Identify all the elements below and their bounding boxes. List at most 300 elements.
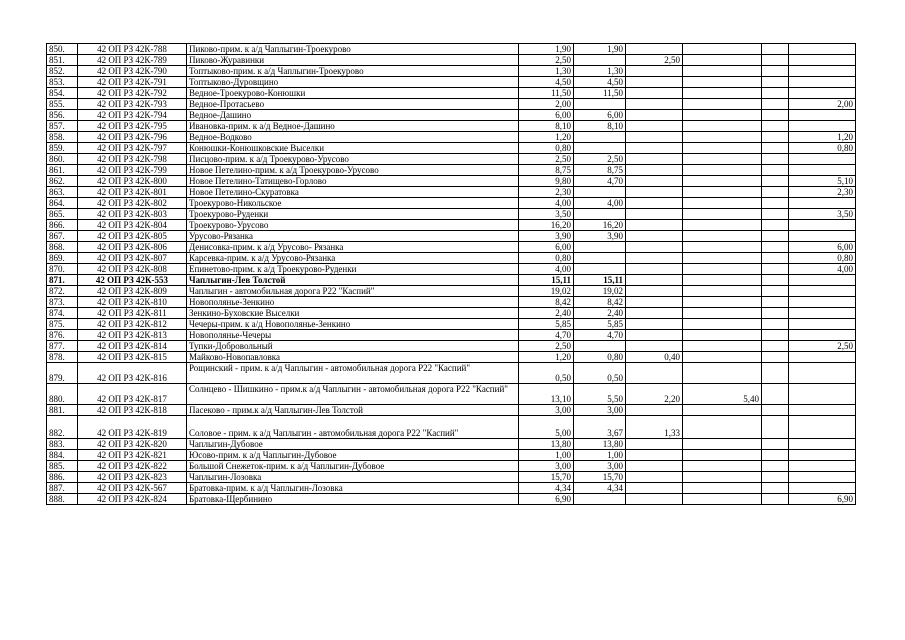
length-col-3-cell: 1,33 xyxy=(626,416,683,439)
length-col-5-cell xyxy=(762,77,789,88)
length-col-5-cell xyxy=(762,363,789,384)
total-length-cell: 3,00 xyxy=(519,461,574,472)
row-number-cell: 869. xyxy=(47,253,78,264)
total-length-cell: 6,00 xyxy=(519,242,574,253)
row-number-cell: 863. xyxy=(47,187,78,198)
length-col-6-cell xyxy=(789,363,856,384)
length-col-5-cell xyxy=(762,286,789,297)
length-col-4-cell xyxy=(683,110,762,121)
length-col-4-cell xyxy=(683,472,762,483)
table-row xyxy=(47,384,856,405)
road-name-cell: Новое Петелино-Скуратовка xyxy=(187,187,519,198)
total-length-cell: 8,10 xyxy=(519,121,574,132)
length-col-4-cell xyxy=(683,494,762,505)
length-col-3-cell xyxy=(626,187,683,198)
length-col-3-cell: 0,40 xyxy=(626,352,683,363)
length-col-4-cell xyxy=(683,187,762,198)
total-length-cell: 1,00 xyxy=(519,450,574,461)
row-number-cell: 857. xyxy=(47,121,78,132)
road-name-cell: Братовка-прим. к а/д Чаплыгин-Лозовка xyxy=(187,483,519,494)
length-col-3-cell xyxy=(626,319,683,330)
length-col-5-cell xyxy=(762,330,789,341)
road-name-cell: Тупки-Добровольный xyxy=(187,341,519,352)
road-name-cell: Епинетово-прим. к а/д Троекурово-Руденки xyxy=(187,264,519,275)
length-col-2-cell: 4,70 xyxy=(574,330,626,341)
total-length-cell: 0,80 xyxy=(519,253,574,264)
total-length-cell: 6,00 xyxy=(519,110,574,121)
table-row xyxy=(47,352,856,363)
total-length-cell: 2,50 xyxy=(519,341,574,352)
road-name-cell: Юсово-прим. к а/д Чаплыгин-Дубовое xyxy=(187,450,519,461)
length-col-2-cell: 4,00 xyxy=(574,198,626,209)
table-row xyxy=(47,483,856,494)
length-col-2-cell xyxy=(574,99,626,110)
road-code-cell: 42 ОП РЗ 42К-789 xyxy=(78,55,187,66)
length-col-5-cell xyxy=(762,99,789,110)
length-col-4-cell xyxy=(683,286,762,297)
length-col-3-cell xyxy=(626,176,683,187)
length-col-5-cell xyxy=(762,405,789,416)
total-length-cell: 4,50 xyxy=(519,77,574,88)
length-col-2-cell xyxy=(574,209,626,220)
length-col-4-cell xyxy=(683,44,762,55)
row-number-cell: 885. xyxy=(47,461,78,472)
length-col-2-cell xyxy=(574,264,626,275)
length-col-4-cell xyxy=(683,297,762,308)
length-col-2-cell: 1,00 xyxy=(574,450,626,461)
table-row xyxy=(47,319,856,330)
row-number-cell: 867. xyxy=(47,231,78,242)
row-number-cell: 886. xyxy=(47,472,78,483)
row-number-cell: 874. xyxy=(47,308,78,319)
length-col-6-cell xyxy=(789,121,856,132)
length-col-6-cell xyxy=(789,330,856,341)
length-col-3-cell xyxy=(626,165,683,176)
length-col-2-cell: 0,50 xyxy=(574,363,626,384)
length-col-2-cell: 15,11 xyxy=(574,275,626,286)
length-col-5-cell xyxy=(762,165,789,176)
row-number-cell: 850. xyxy=(47,44,78,55)
road-name-cell: Чечеры-прим. к а/д Новополянье-Зенкино xyxy=(187,319,519,330)
length-col-5-cell xyxy=(762,154,789,165)
table-row xyxy=(47,165,856,176)
length-col-2-cell: 16,20 xyxy=(574,220,626,231)
length-col-6-cell: 0,80 xyxy=(789,253,856,264)
total-length-cell: 15,70 xyxy=(519,472,574,483)
total-length-cell: 16,20 xyxy=(519,220,574,231)
row-number-cell: 859. xyxy=(47,143,78,154)
row-number-cell: 871. xyxy=(47,275,78,286)
length-col-6-cell xyxy=(789,472,856,483)
length-col-5-cell xyxy=(762,297,789,308)
length-col-3-cell xyxy=(626,297,683,308)
road-code-cell: 42 ОП РЗ 42К-802 xyxy=(78,198,187,209)
length-col-2-cell: 8,42 xyxy=(574,297,626,308)
length-col-5-cell xyxy=(762,88,789,99)
road-name-cell: Новое Петелино-Татищево-Горлово xyxy=(187,176,519,187)
total-length-cell: 3,90 xyxy=(519,231,574,242)
table-row xyxy=(47,110,856,121)
road-name-cell: Ведное-Водково xyxy=(187,132,519,143)
road-code-cell: 42 ОП РЗ 42К-812 xyxy=(78,319,187,330)
table-row xyxy=(47,330,856,341)
road-name-cell: Троекурово-Руденки xyxy=(187,209,519,220)
row-number-cell: 860. xyxy=(47,154,78,165)
road-code-cell: 42 ОП РЗ 42К-800 xyxy=(78,176,187,187)
row-number-cell: 883. xyxy=(47,439,78,450)
length-col-5-cell xyxy=(762,461,789,472)
length-col-4-cell xyxy=(683,165,762,176)
length-col-3-cell xyxy=(626,472,683,483)
length-col-3-cell xyxy=(626,405,683,416)
length-col-2-cell: 2,40 xyxy=(574,308,626,319)
length-col-4-cell xyxy=(683,66,762,77)
length-col-4-cell: 5,40 xyxy=(683,384,762,405)
length-col-3-cell xyxy=(626,44,683,55)
length-col-6-cell xyxy=(789,220,856,231)
row-number-cell: 868. xyxy=(47,242,78,253)
road-name-cell: Урусово-Рязанка xyxy=(187,231,519,242)
table-row xyxy=(47,297,856,308)
road-name-cell: Чаплыгин-Лев Толстой xyxy=(187,275,519,286)
length-col-4-cell xyxy=(683,253,762,264)
length-col-3-cell xyxy=(626,198,683,209)
length-col-6-cell: 3,50 xyxy=(789,209,856,220)
length-col-2-cell: 19,02 xyxy=(574,286,626,297)
length-col-6-cell xyxy=(789,88,856,99)
total-length-cell: 2,40 xyxy=(519,308,574,319)
total-length-cell: 13,10 xyxy=(519,384,574,405)
length-col-2-cell: 4,70 xyxy=(574,176,626,187)
length-col-4-cell xyxy=(683,154,762,165)
length-col-2-cell: 3,00 xyxy=(574,405,626,416)
length-col-4-cell xyxy=(683,330,762,341)
total-length-cell: 1,90 xyxy=(519,44,574,55)
row-number-cell: 880. xyxy=(47,384,78,405)
length-col-4-cell xyxy=(683,220,762,231)
length-col-5-cell xyxy=(762,264,789,275)
total-length-cell: 5,85 xyxy=(519,319,574,330)
length-col-4-cell xyxy=(683,77,762,88)
row-number-cell: 887. xyxy=(47,483,78,494)
total-length-cell: 4,00 xyxy=(519,264,574,275)
road-code-cell: 42 ОП РЗ 42К-790 xyxy=(78,66,187,77)
length-col-6-cell xyxy=(789,231,856,242)
length-col-3-cell xyxy=(626,242,683,253)
row-number-cell: 882. xyxy=(47,416,78,439)
table-row xyxy=(47,264,856,275)
length-col-4-cell xyxy=(683,242,762,253)
length-col-6-cell xyxy=(789,55,856,66)
road-name-cell: Братовка-Щербинино xyxy=(187,494,519,505)
table-row xyxy=(47,416,856,439)
total-length-cell: 13,80 xyxy=(519,439,574,450)
length-col-2-cell: 0,80 xyxy=(574,352,626,363)
table-row xyxy=(47,121,856,132)
length-col-5-cell xyxy=(762,242,789,253)
table-row xyxy=(47,176,856,187)
length-col-2-cell: 4,34 xyxy=(574,483,626,494)
total-length-cell: 0,80 xyxy=(519,143,574,154)
length-col-3-cell xyxy=(626,461,683,472)
road-code-cell: 42 ОП РЗ 42К-553 xyxy=(78,275,187,286)
table-row xyxy=(47,439,856,450)
row-number-cell: 862. xyxy=(47,176,78,187)
road-name-cell: Майково-Новопавловка xyxy=(187,352,519,363)
length-col-5-cell xyxy=(762,253,789,264)
total-length-cell: 3,00 xyxy=(519,405,574,416)
road-name-cell: Соловое - прим. к а/д Чаплыгин - автомобильная дорога Р22 "Каспий" xyxy=(187,416,519,439)
table-row xyxy=(47,99,856,110)
length-col-3-cell xyxy=(626,286,683,297)
length-col-2-cell: 2,50 xyxy=(574,154,626,165)
total-length-cell: 11,50 xyxy=(519,88,574,99)
total-length-cell: 4,34 xyxy=(519,483,574,494)
road-code-cell: 42 ОП РЗ 42К-792 xyxy=(78,88,187,99)
length-col-4-cell xyxy=(683,352,762,363)
length-col-4-cell xyxy=(683,405,762,416)
length-col-3-cell xyxy=(626,264,683,275)
road-name-cell: Ивановка-прим. к а/д Ведное-Дашино xyxy=(187,121,519,132)
length-col-4-cell xyxy=(683,308,762,319)
length-col-3-cell xyxy=(626,439,683,450)
length-col-6-cell xyxy=(789,77,856,88)
road-name-cell: Рощинский - прим. к а/д Чаплыгин - автомобильная дорога Р22 "Каспий" xyxy=(187,363,519,384)
road-code-cell: 42 ОП РЗ 42К-814 xyxy=(78,341,187,352)
length-col-3-cell xyxy=(626,363,683,384)
length-col-5-cell xyxy=(762,416,789,439)
road-name-cell: Топтыково-Дуровщино xyxy=(187,77,519,88)
total-length-cell: 2,50 xyxy=(519,154,574,165)
row-number-cell: 853. xyxy=(47,77,78,88)
length-col-6-cell: 6,90 xyxy=(789,494,856,505)
length-col-5-cell xyxy=(762,132,789,143)
length-col-5-cell xyxy=(762,198,789,209)
length-col-6-cell xyxy=(789,450,856,461)
length-col-4-cell xyxy=(683,363,762,384)
total-length-cell: 5,00 xyxy=(519,416,574,439)
length-col-5-cell xyxy=(762,483,789,494)
table-body xyxy=(47,44,856,505)
length-col-6-cell xyxy=(789,308,856,319)
row-number-cell: 855. xyxy=(47,99,78,110)
length-col-4-cell xyxy=(683,231,762,242)
road-name-cell: Чаплыгин - автомобильная дорога Р22 "Каспий" xyxy=(187,286,519,297)
length-col-3-cell: 2,50 xyxy=(626,55,683,66)
length-col-5-cell xyxy=(762,494,789,505)
length-col-5-cell xyxy=(762,439,789,450)
length-col-3-cell xyxy=(626,154,683,165)
total-length-cell: 3,50 xyxy=(519,209,574,220)
road-name-cell: Денисовка-прим. к а/д Урусово- Рязанка xyxy=(187,242,519,253)
length-col-3-cell xyxy=(626,220,683,231)
length-col-5-cell xyxy=(762,308,789,319)
table-row xyxy=(47,231,856,242)
length-col-2-cell: 3,00 xyxy=(574,461,626,472)
length-col-5-cell xyxy=(762,209,789,220)
table-row xyxy=(47,198,856,209)
length-col-3-cell xyxy=(626,253,683,264)
table-row xyxy=(47,66,856,77)
road-code-cell: 42 ОП РЗ 42К-818 xyxy=(78,405,187,416)
length-col-3-cell xyxy=(626,99,683,110)
length-col-2-cell xyxy=(574,242,626,253)
road-name-cell: Солнцево - Шишкино - прим.к а/д Чаплыгин - автомобильная дорога Р22 "Каспий" xyxy=(187,384,519,405)
total-length-cell: 2,30 xyxy=(519,187,574,198)
length-col-2-cell xyxy=(574,132,626,143)
length-col-4-cell xyxy=(683,264,762,275)
table-row xyxy=(47,275,856,286)
length-col-6-cell xyxy=(789,384,856,405)
length-col-5-cell xyxy=(762,110,789,121)
road-code-cell: 42 ОП РЗ 42К-813 xyxy=(78,330,187,341)
table-row xyxy=(47,44,856,55)
length-col-3-cell xyxy=(626,121,683,132)
length-col-4-cell xyxy=(683,88,762,99)
length-col-6-cell xyxy=(789,439,856,450)
total-length-cell: 4,00 xyxy=(519,198,574,209)
length-col-6-cell: 4,00 xyxy=(789,264,856,275)
length-col-3-cell xyxy=(626,483,683,494)
length-col-6-cell xyxy=(789,352,856,363)
length-col-2-cell: 6,00 xyxy=(574,110,626,121)
road-code-cell: 42 ОП РЗ 42К-808 xyxy=(78,264,187,275)
table-row xyxy=(47,209,856,220)
road-code-cell: 42 ОП РЗ 42К-804 xyxy=(78,220,187,231)
road-code-cell: 42 ОП РЗ 42К-791 xyxy=(78,77,187,88)
length-col-3-cell xyxy=(626,231,683,242)
road-code-cell: 42 ОП РЗ 42К-810 xyxy=(78,297,187,308)
total-length-cell: 1,20 xyxy=(519,132,574,143)
row-number-cell: 852. xyxy=(47,66,78,77)
row-number-cell: 881. xyxy=(47,405,78,416)
road-code-cell: 42 ОП РЗ 42К-805 xyxy=(78,231,187,242)
table-row xyxy=(47,363,856,384)
length-col-3-cell xyxy=(626,341,683,352)
road-code-cell: 42 ОП РЗ 42К-811 xyxy=(78,308,187,319)
row-number-cell: 851. xyxy=(47,55,78,66)
road-name-cell: Чаплыгин-Лозовка xyxy=(187,472,519,483)
road-code-cell: 42 ОП РЗ 42К-797 xyxy=(78,143,187,154)
length-col-2-cell xyxy=(574,341,626,352)
length-col-2-cell: 11,50 xyxy=(574,88,626,99)
length-col-3-cell xyxy=(626,330,683,341)
road-code-cell: 42 ОП РЗ 42К-809 xyxy=(78,286,187,297)
length-col-6-cell: 2,50 xyxy=(789,341,856,352)
length-col-2-cell: 8,75 xyxy=(574,165,626,176)
length-col-2-cell: 1,30 xyxy=(574,66,626,77)
length-col-6-cell xyxy=(789,165,856,176)
length-col-6-cell: 2,30 xyxy=(789,187,856,198)
table-row xyxy=(47,461,856,472)
length-col-4-cell xyxy=(683,439,762,450)
road-code-cell: 42 ОП РЗ 42К-824 xyxy=(78,494,187,505)
table-row xyxy=(47,55,856,66)
length-col-4-cell xyxy=(683,121,762,132)
length-col-6-cell xyxy=(789,44,856,55)
road-code-cell: 42 ОП РЗ 42К-807 xyxy=(78,253,187,264)
total-length-cell: 19,02 xyxy=(519,286,574,297)
length-col-3-cell xyxy=(626,66,683,77)
length-col-4-cell xyxy=(683,461,762,472)
length-col-3-cell xyxy=(626,77,683,88)
total-length-cell: 1,30 xyxy=(519,66,574,77)
length-col-5-cell xyxy=(762,450,789,461)
row-number-cell: 866. xyxy=(47,220,78,231)
length-col-3-cell xyxy=(626,494,683,505)
road-code-cell: 42 ОП РЗ 42К-820 xyxy=(78,439,187,450)
length-col-5-cell xyxy=(762,384,789,405)
length-col-3-cell: 2,20 xyxy=(626,384,683,405)
length-col-4-cell xyxy=(683,483,762,494)
length-col-5-cell xyxy=(762,121,789,132)
length-col-6-cell xyxy=(789,110,856,121)
row-number-cell: 865. xyxy=(47,209,78,220)
length-col-2-cell: 8,10 xyxy=(574,121,626,132)
table-row xyxy=(47,242,856,253)
length-col-4-cell xyxy=(683,416,762,439)
road-code-cell: 42 ОП РЗ 42К-795 xyxy=(78,121,187,132)
length-col-5-cell xyxy=(762,176,789,187)
road-code-cell: 42 ОП РЗ 42К-817 xyxy=(78,384,187,405)
road-code-cell: 42 ОП РЗ 42К-806 xyxy=(78,242,187,253)
road-code-cell: 42 ОП РЗ 42К-816 xyxy=(78,363,187,384)
road-code-cell: 42 ОП РЗ 42К-823 xyxy=(78,472,187,483)
road-code-cell: 42 ОП РЗ 42К-819 xyxy=(78,416,187,439)
road-code-cell: 42 ОП РЗ 42К-788 xyxy=(78,44,187,55)
length-col-2-cell: 15,70 xyxy=(574,472,626,483)
length-col-3-cell xyxy=(626,209,683,220)
length-col-6-cell xyxy=(789,483,856,494)
road-code-cell: 42 ОП РЗ 42К-821 xyxy=(78,450,187,461)
length-col-4-cell xyxy=(683,55,762,66)
row-number-cell: 861. xyxy=(47,165,78,176)
length-col-4-cell xyxy=(683,319,762,330)
total-length-cell: 9,80 xyxy=(519,176,574,187)
road-name-cell: Большой Снежеток-прим. к а/д Чаплыгин-Дубовое xyxy=(187,461,519,472)
row-number-cell: 884. xyxy=(47,450,78,461)
row-number-cell: 873. xyxy=(47,297,78,308)
length-col-2-cell xyxy=(574,187,626,198)
road-name-cell: Новополянье-Чечеры xyxy=(187,330,519,341)
table-row xyxy=(47,187,856,198)
road-name-cell: Новополянье-Зенкино xyxy=(187,297,519,308)
road-code-cell: 42 ОП РЗ 42К-822 xyxy=(78,461,187,472)
road-name-cell: Троекурово-Никольское xyxy=(187,198,519,209)
table-row xyxy=(47,220,856,231)
table-row xyxy=(47,494,856,505)
length-col-6-cell: 1,20 xyxy=(789,132,856,143)
road-code-cell: 42 ОП РЗ 42К-815 xyxy=(78,352,187,363)
row-number-cell: 864. xyxy=(47,198,78,209)
length-col-3-cell xyxy=(626,88,683,99)
table-row xyxy=(47,253,856,264)
length-col-5-cell xyxy=(762,472,789,483)
row-number-cell: 877. xyxy=(47,341,78,352)
total-length-cell: 2,00 xyxy=(519,99,574,110)
table-row xyxy=(47,77,856,88)
road-name-cell: Троекурово-Урусово xyxy=(187,220,519,231)
total-length-cell: 4,70 xyxy=(519,330,574,341)
length-col-6-cell xyxy=(789,297,856,308)
length-col-2-cell xyxy=(574,494,626,505)
road-name-cell: Писцово-прим. к а/д Троекурово-Урусово xyxy=(187,154,519,165)
row-number-cell: 876. xyxy=(47,330,78,341)
road-name-cell: Карсевка-прим. к а/д Урусово-Рязанка xyxy=(187,253,519,264)
road-name-cell: Пиково-прим. к а/д Чаплыгин-Троекурово xyxy=(187,44,519,55)
length-col-6-cell: 2,00 xyxy=(789,99,856,110)
length-col-5-cell xyxy=(762,341,789,352)
